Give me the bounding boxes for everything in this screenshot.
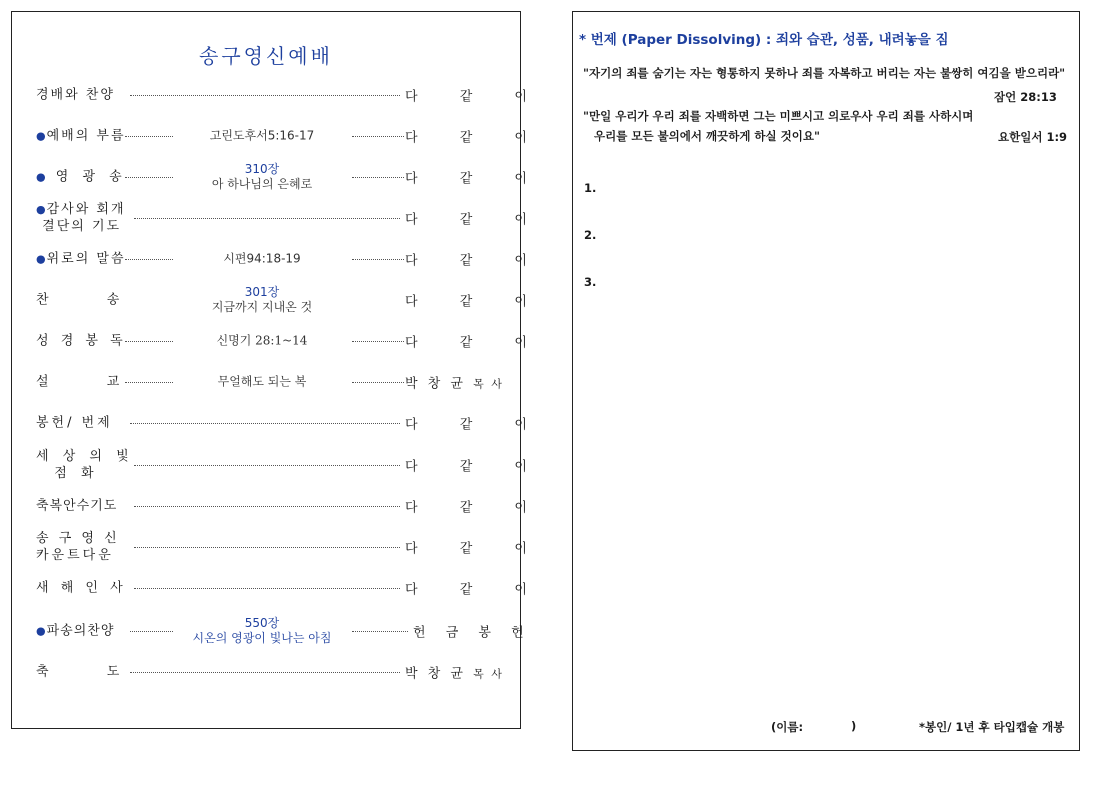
dotted-leader	[352, 136, 404, 137]
service-row	[12, 363, 520, 401]
dissolving-heading: * 번제 (Paper Dissolving) : 죄와 습관, 성품, 내려놓을 짐	[579, 32, 949, 48]
dotted-leader	[134, 465, 400, 466]
dotted-leader	[125, 177, 173, 178]
row-label: 찬 송	[36, 292, 122, 308]
row-leader: 다 같 이	[405, 417, 546, 433]
dotted-leader	[134, 588, 400, 589]
row-scripture: 시편94:18-19	[223, 251, 301, 266]
service-row	[12, 281, 546, 319]
bullet-icon: ●	[36, 252, 46, 266]
dotted-leader	[352, 177, 404, 178]
dotted-leader	[130, 95, 400, 96]
john-reference: 요한일서 1:9	[998, 130, 1068, 144]
row-leader: 다 같 이	[405, 582, 546, 598]
dotted-leader	[134, 547, 400, 548]
row-leader: 다 같 이	[405, 500, 546, 516]
dotted-leader	[352, 341, 404, 342]
row-leader: 다 같 이	[405, 335, 546, 351]
service-row	[12, 199, 546, 237]
name-close: )	[851, 719, 857, 733]
row-label: ●파송의찬양	[36, 623, 115, 639]
row-label: 설 교	[36, 374, 122, 390]
service-row	[12, 322, 546, 360]
row-label: 세 상 의 빛 점 화	[36, 449, 134, 481]
dotted-leader	[352, 631, 408, 632]
service-row	[12, 446, 546, 484]
row-label: 성 경 봉 독	[36, 333, 127, 349]
dotted-leader	[130, 672, 400, 673]
sin-item: 3.	[584, 275, 597, 289]
row-label: ●위로의 말씀	[36, 251, 126, 267]
dotted-leader	[352, 259, 404, 260]
row-leader: 다 같 이	[405, 171, 546, 187]
row-leader: 다 같 이	[405, 294, 546, 310]
dotted-leader	[125, 341, 173, 342]
row-leader: 다 같 이	[405, 459, 546, 475]
row-label: 축 도	[36, 664, 122, 680]
service-row	[12, 240, 546, 278]
service-row	[12, 158, 546, 196]
bullet-icon: ●	[36, 624, 46, 638]
row-leader: 다 같 이	[405, 541, 546, 557]
row-scripture: 고린도후서5:16-17	[209, 128, 315, 143]
row-hymn: 310장 아 하나님의 은혜로	[211, 162, 313, 191]
row-label: ●예배의 부름	[36, 128, 126, 144]
service-order-panel	[11, 11, 546, 729]
row-label: 송 구 영 신 카운트다운	[36, 531, 120, 563]
bullet-icon: ●	[36, 170, 46, 184]
dotted-leader	[130, 423, 400, 424]
dotted-leader	[125, 136, 173, 137]
dotted-leader	[134, 218, 400, 219]
dotted-leader	[125, 382, 173, 383]
dotted-leader	[134, 506, 400, 507]
row-sermon-title: 무얼해도 되는 복	[217, 374, 307, 389]
row-label: 새 해 인 사	[36, 580, 127, 596]
service-row	[12, 404, 546, 442]
row-label: 축복안수기도	[36, 498, 118, 514]
row-label: ●감사와 회개 결단의 기도	[36, 202, 126, 234]
row-label: 봉헌/ 번제	[36, 415, 113, 431]
row-hymn: 550장 시온의 영광이 빛나는 아침	[192, 616, 332, 645]
row-leader: 헌 금 봉 헌	[413, 625, 532, 641]
row-leader: 박 창 균 목 사	[405, 666, 504, 682]
paper-dissolving-panel	[572, 11, 1080, 751]
john-quote-line2: 우리를 모든 불의에서 깨끗하게 하실 것이요"	[594, 129, 820, 143]
row-label: ● 영 광 송	[36, 169, 127, 185]
service-row	[12, 117, 546, 155]
service-row	[12, 569, 546, 607]
row-hymn: 301장 지금까지 지내온 것	[211, 285, 313, 314]
proverbs-quote: "자기의 죄를 숨기는 자는 형통하지 못하나 죄를 자복하고 버리는 자는 불쌍히 여김을 받으리라"	[583, 66, 1066, 80]
service-row	[12, 528, 546, 566]
row-leader: 박 창 균 목 사	[405, 376, 504, 392]
john-quote-line1: "만일 우리가 우리 죄를 자백하면 그는 미쁘시고 의로우사 우리 죄를 사하시며	[583, 109, 974, 123]
proverbs-reference: 잠언 28:13	[994, 90, 1057, 104]
dotted-leader	[125, 259, 173, 260]
name-label: (이름:	[771, 720, 804, 734]
row-label: 경배와 찬양	[36, 87, 115, 103]
row-leader: 다 같 이	[405, 212, 546, 228]
service-title: 송구영신예배	[199, 44, 333, 68]
dotted-leader	[352, 382, 404, 383]
time-capsule-note: *봉인/ 1년 후 타입캡슐 개봉	[919, 720, 1065, 734]
row-leader: 다 같 이	[405, 89, 546, 105]
bullet-icon: ●	[36, 203, 46, 216]
row-scripture: 신명기 28:1~14	[216, 333, 308, 348]
service-row	[12, 653, 520, 691]
dotted-leader	[130, 631, 173, 632]
sin-item: 1.	[584, 181, 597, 195]
bullet-icon: ●	[36, 129, 46, 143]
service-row	[12, 76, 546, 114]
service-row	[12, 487, 546, 525]
sin-item: 2.	[584, 228, 597, 242]
service-row	[12, 612, 532, 650]
row-leader: 다 같 이	[405, 130, 546, 146]
row-leader: 다 같 이	[405, 253, 546, 269]
